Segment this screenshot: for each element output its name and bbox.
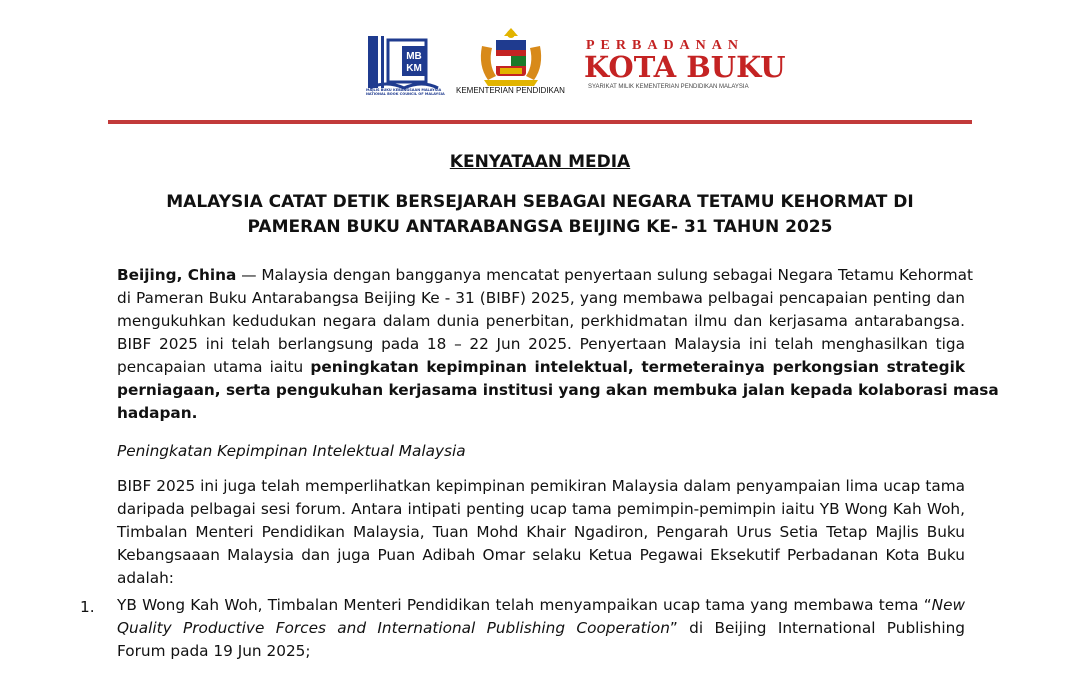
list-item-line-1-italic: New xyxy=(931,596,965,614)
kotabuku-perbadanan-text: PERBADANAN xyxy=(586,38,744,53)
lead-line-3: mengukuhkan kedudukan negara dalam dunia penerbitan, perkhidmatan ilmu dan kerjasama antarabangsa. xyxy=(117,312,965,330)
list-item-line-1 xyxy=(117,594,965,617)
list-item-line-2-italic: Quality Productive Forces and International Publishing Cooperation xyxy=(117,619,670,637)
lead-line-4: BIBF 2025 ini telah berlangsung pada 18 – 22 Jun 2025. Penyertaan Malaysia ini telah menghasilkan tiga xyxy=(117,335,965,353)
list-item-text xyxy=(117,594,965,663)
list-item-line-2-plain: ” di Beijing International Publishing xyxy=(669,619,965,637)
lead-line-6: perniagaan, serta pengukuhan kerjasama institusi yang akan membuka jalan kepada kolaborasi masa xyxy=(117,381,999,399)
lead-line-1-text: — Malaysia dengan bangganya mencatat penyertaan sulung sebagai Negara Tetamu Kehormat xyxy=(236,266,973,284)
svg-text:KM: KM xyxy=(406,63,422,74)
lead-line-5-bold: peningkatan kepimpinan intelektual, termeterainya perkongsian strategik xyxy=(310,358,966,376)
header-logos xyxy=(366,26,786,106)
body-line-1: BIBF 2025 ini juga telah memperlihatkan kepimpinan pemikiran Malaysia dalam penyampaian lima ucap tama xyxy=(117,477,965,495)
lead-line-7: hadapan. xyxy=(117,404,198,422)
lead-line-5 xyxy=(117,356,965,379)
kotabuku-subtitle: SYARIKAT MILIK KEMENTERIAN PENDIDIKAN MALAYSIA xyxy=(588,84,749,90)
lead-paragraph xyxy=(117,264,999,425)
svg-text:MB: MB xyxy=(406,51,422,62)
lead-line-2: di Pameran Buku Antarabangsa Beijing Ke - 31 (BIBF) 2025, yang membawa pelbagai pencapaian penting dan xyxy=(117,289,965,307)
body-line-3: Timbalan Menteri Pendidikan Malaysia, Tuan Mohd Khair Ngadiron, Pengarah Urus Setia Tetap Majlis Buku xyxy=(117,523,965,541)
body-line-5: adalah: xyxy=(117,569,174,587)
document-type-heading: KENYATAAN MEDIA xyxy=(449,152,631,172)
body-paragraph xyxy=(117,475,965,590)
mbkm-caption: MAJLIS BUKU KEBANGSAAN MALAYSIA NATIONAL BOOK COUNCIL OF MALAYSIA xyxy=(366,88,445,96)
list-item-line-3: Forum pada 19 Jun 2025; xyxy=(117,642,311,660)
header-divider xyxy=(108,120,972,124)
headline-line-2: PAMERAN BUKU ANTARABANGSA BEIJING KE- 31 TAHUN 2025 xyxy=(247,217,833,237)
ministry-crest-logo xyxy=(476,26,546,88)
body-line-4: Kebangsaaan Malaysia dan juga Puan Adibah Omar selaku Ketua Pegawai Eksekutif Perbadanan Kota Buku xyxy=(117,546,965,564)
list-item-line-2 xyxy=(117,617,965,640)
section-heading: Peningkatan Kepimpinan Intelektual Malaysia xyxy=(117,442,466,460)
dateline: Beijing, China xyxy=(117,266,237,284)
lead-line-5-plain: pencapaian utama iaitu xyxy=(117,358,311,376)
list-item-number: 1. xyxy=(80,598,95,616)
ministry-caption: KEMENTERIAN PENDIDIKAN xyxy=(456,86,565,95)
kotabuku-logo-text: KOTA BUKU xyxy=(584,50,786,84)
body-line-2: daripada pelbagai sesi forum. Antara intipati penting ucap tama pemimpin-pemimpin iaitu YB Wong Kah Woh, xyxy=(117,500,965,518)
lead-line-1 xyxy=(117,264,973,287)
headline-line-1: MALAYSIA CATAT DETIK BERSEJARAH SEBAGAI NEGARA TETAMU KEHORMAT DI xyxy=(166,192,914,212)
list-item-line-1-plain: YB Wong Kah Woh, Timbalan Menteri Pendidikan telah menyampaikan ucap tama yang membawa tema “ xyxy=(117,596,932,614)
headline xyxy=(120,190,960,240)
